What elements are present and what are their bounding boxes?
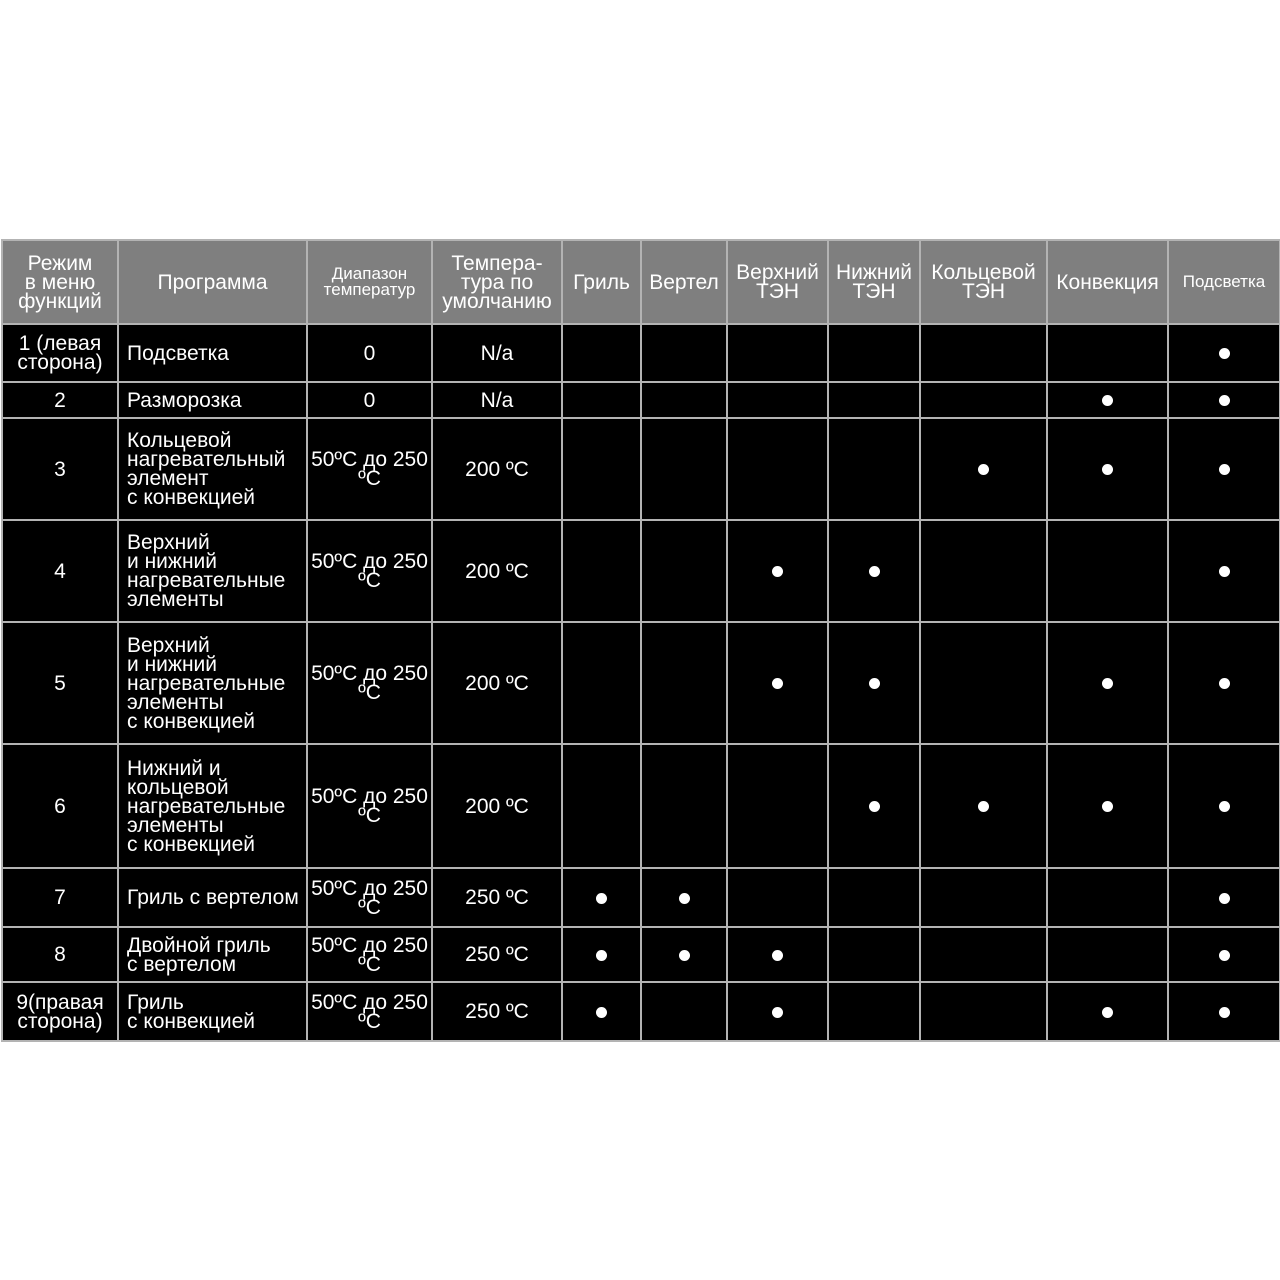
cell-top	[727, 622, 828, 744]
cell-mode: 8	[2, 927, 118, 982]
active-indicator-dot	[596, 893, 607, 904]
cell-default: 250 ºC	[432, 982, 562, 1041]
cell-program: Разморозка	[118, 382, 307, 418]
table-row	[2, 418, 1280, 520]
cell-default: N/a	[432, 324, 562, 382]
cell-mode: 5	[2, 622, 118, 744]
cell-top	[727, 744, 828, 868]
active-indicator-dot	[1102, 801, 1113, 812]
cell-default: 200 ºC	[432, 418, 562, 520]
table-row	[2, 927, 1280, 982]
cell-mode: 2	[2, 382, 118, 418]
header-default: Темпера- тура по умолчанию	[432, 240, 562, 324]
active-indicator-dot	[679, 950, 690, 961]
cell-spit	[641, 382, 727, 418]
active-indicator-dot	[1219, 678, 1230, 689]
active-indicator-dot	[1102, 1007, 1113, 1018]
cell-range: 50ºC до 250 ºC	[307, 520, 432, 622]
cell-bottom	[828, 520, 920, 622]
cell-bottom	[828, 744, 920, 868]
cell-ring	[920, 868, 1047, 927]
active-indicator-dot	[1219, 1007, 1230, 1018]
cell-ring	[920, 324, 1047, 382]
active-indicator-dot	[1219, 566, 1230, 577]
active-indicator-dot	[869, 801, 880, 812]
header-light: Подсветка	[1168, 240, 1280, 324]
cell-grill	[562, 520, 641, 622]
table-row	[2, 744, 1280, 868]
header-range: Диапазон температур	[307, 240, 432, 324]
cell-program: Подсветка	[118, 324, 307, 382]
cell-grill	[562, 868, 641, 927]
cell-bottom	[828, 868, 920, 927]
cell-spit	[641, 418, 727, 520]
header-row	[2, 240, 1280, 324]
cell-spit	[641, 324, 727, 382]
cell-spit	[641, 622, 727, 744]
cell-default: 200 ºC	[432, 622, 562, 744]
active-indicator-dot	[772, 678, 783, 689]
cell-grill	[562, 382, 641, 418]
active-indicator-dot	[596, 1007, 607, 1018]
table-row	[2, 382, 1280, 418]
cell-convection	[1047, 927, 1168, 982]
cell-convection	[1047, 418, 1168, 520]
cell-convection	[1047, 324, 1168, 382]
cell-top	[727, 982, 828, 1041]
cell-program: Гриль с конвекцией	[118, 982, 307, 1041]
header-convection: Конвекция	[1047, 240, 1168, 324]
cell-light	[1168, 520, 1280, 622]
cell-top	[727, 324, 828, 382]
cell-light	[1168, 418, 1280, 520]
cell-top	[727, 868, 828, 927]
table-row	[2, 982, 1280, 1041]
active-indicator-dot	[772, 950, 783, 961]
table-row	[2, 520, 1280, 622]
active-indicator-dot	[978, 801, 989, 812]
cell-bottom	[828, 324, 920, 382]
cell-range: 50ºC до 250 ºC	[307, 868, 432, 927]
cell-spit	[641, 520, 727, 622]
cell-bottom	[828, 382, 920, 418]
cell-light	[1168, 868, 1280, 927]
cell-spit	[641, 927, 727, 982]
active-indicator-dot	[1219, 348, 1230, 359]
active-indicator-dot	[772, 1007, 783, 1018]
active-indicator-dot	[869, 678, 880, 689]
cell-convection	[1047, 520, 1168, 622]
cell-convection	[1047, 382, 1168, 418]
cell-bottom	[828, 622, 920, 744]
cell-default: 200 ºC	[432, 520, 562, 622]
cell-program: Верхний и нижний нагревательные элементы с конвекцией	[118, 622, 307, 744]
active-indicator-dot	[1219, 395, 1230, 406]
cell-grill	[562, 324, 641, 382]
cell-ring	[920, 982, 1047, 1041]
header-grill: Гриль	[562, 240, 641, 324]
cell-ring	[920, 927, 1047, 982]
cell-top	[727, 927, 828, 982]
cell-bottom	[828, 418, 920, 520]
cell-ring	[920, 382, 1047, 418]
active-indicator-dot	[869, 566, 880, 577]
table-row	[2, 622, 1280, 744]
cell-program: Гриль с вертелом	[118, 868, 307, 927]
header-spit: Вертел	[641, 240, 727, 324]
cell-top	[727, 382, 828, 418]
oven-modes-table	[1, 239, 1280, 1042]
cell-light	[1168, 744, 1280, 868]
header-ring: Кольцевой ТЭН	[920, 240, 1047, 324]
cell-grill	[562, 982, 641, 1041]
cell-program: Двойной гриль с вертелом	[118, 927, 307, 982]
header-top: Верхний ТЭН	[727, 240, 828, 324]
cell-default: 200 ºC	[432, 744, 562, 868]
active-indicator-dot	[1219, 801, 1230, 812]
cell-default: 250 ºC	[432, 927, 562, 982]
cell-mode: 9(правая сторона)	[2, 982, 118, 1041]
cell-program: Кольцевой нагревательный элемент с конвекцией	[118, 418, 307, 520]
active-indicator-dot	[679, 893, 690, 904]
cell-mode: 4	[2, 520, 118, 622]
cell-range: 0	[307, 324, 432, 382]
cell-convection	[1047, 868, 1168, 927]
cell-ring	[920, 520, 1047, 622]
cell-range: 50ºC до 250 ºC	[307, 622, 432, 744]
cell-convection	[1047, 622, 1168, 744]
table-row	[2, 868, 1280, 927]
cell-grill	[562, 927, 641, 982]
cell-bottom	[828, 982, 920, 1041]
active-indicator-dot	[772, 566, 783, 577]
cell-spit	[641, 982, 727, 1041]
cell-bottom	[828, 927, 920, 982]
table-row	[2, 324, 1280, 382]
cell-convection	[1047, 982, 1168, 1041]
header-bottom: Нижний ТЭН	[828, 240, 920, 324]
cell-light	[1168, 324, 1280, 382]
cell-default: N/a	[432, 382, 562, 418]
cell-range: 0	[307, 382, 432, 418]
cell-convection	[1047, 744, 1168, 868]
cell-spit	[641, 744, 727, 868]
cell-program: Верхний и нижний нагревательные элементы	[118, 520, 307, 622]
active-indicator-dot	[1219, 950, 1230, 961]
cell-spit	[641, 868, 727, 927]
cell-range: 50ºC до 250 ºC	[307, 744, 432, 868]
cell-mode: 7	[2, 868, 118, 927]
active-indicator-dot	[1219, 893, 1230, 904]
active-indicator-dot	[1102, 678, 1113, 689]
cell-grill	[562, 418, 641, 520]
cell-ring	[920, 622, 1047, 744]
cell-range: 50ºC до 250 ºC	[307, 982, 432, 1041]
active-indicator-dot	[978, 464, 989, 475]
cell-light	[1168, 982, 1280, 1041]
cell-mode: 1 (левая сторона)	[2, 324, 118, 382]
cell-light	[1168, 927, 1280, 982]
cell-grill	[562, 622, 641, 744]
cell-top	[727, 520, 828, 622]
cell-light	[1168, 622, 1280, 744]
cell-program: Нижний и кольцевой нагревательные элементы с конвекцией	[118, 744, 307, 868]
cell-ring	[920, 744, 1047, 868]
active-indicator-dot	[1219, 464, 1230, 475]
cell-grill	[562, 744, 641, 868]
cell-light	[1168, 382, 1280, 418]
cell-ring	[920, 418, 1047, 520]
cell-range: 50ºC до 250 ºC	[307, 927, 432, 982]
cell-range: 50ºC до 250 ºC	[307, 418, 432, 520]
header-mode: Режим в меню функций	[2, 240, 118, 324]
cell-top	[727, 418, 828, 520]
active-indicator-dot	[1102, 464, 1113, 475]
cell-mode: 3	[2, 418, 118, 520]
cell-default: 250 ºC	[432, 868, 562, 927]
active-indicator-dot	[1102, 395, 1113, 406]
header-program: Программа	[118, 240, 307, 324]
active-indicator-dot	[596, 950, 607, 961]
cell-mode: 6	[2, 744, 118, 868]
